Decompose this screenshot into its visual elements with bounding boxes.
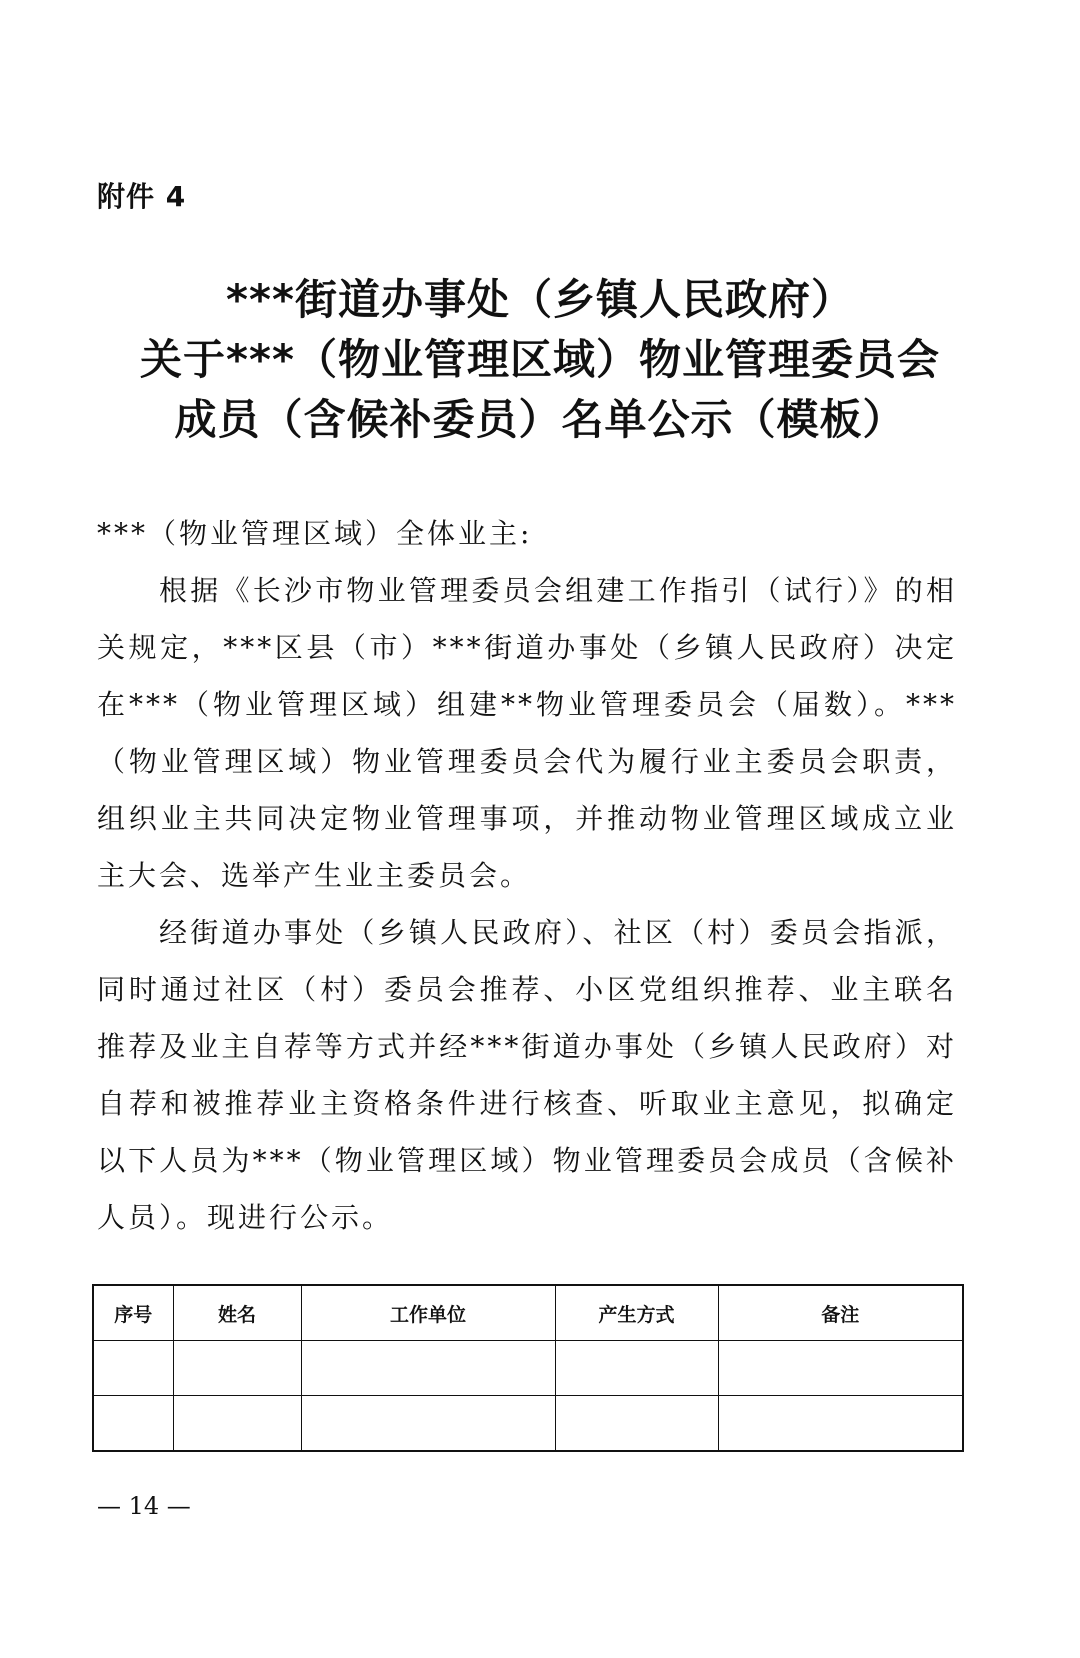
table-cell <box>173 1341 301 1396</box>
table-row <box>93 1341 963 1396</box>
table-cell <box>555 1396 718 1452</box>
header-work-unit: 工作单位 <box>301 1285 555 1341</box>
header-remarks: 备注 <box>718 1285 963 1341</box>
header-name: 姓名 <box>173 1285 301 1341</box>
table-cell <box>718 1341 963 1396</box>
member-list-table <box>92 1284 964 1452</box>
page-number: — 14 — <box>97 1492 191 1520</box>
table-cell <box>301 1341 555 1396</box>
title-line: ***街道办事处（乡镇人民政府） <box>226 275 854 324</box>
paragraph: 根据《长沙市物业管理委员会组建工作指引（试行）》的相关规定，***区县（市）***街道办事处（乡镇人民政府）决定在***（物业管理区域）组建**物业管理委员会（届数）。***（物业管理区域）物业管理委员会代为履行业主委员会职责，组织业主共同决定物业管理事项，并推动物业管理区域成立业主大会、选举产生业主委员会。 <box>97 574 957 892</box>
table-header-row <box>93 1285 963 1341</box>
document-title <box>0 270 1080 450</box>
table-cell <box>301 1396 555 1452</box>
header-selection-method: 产生方式 <box>555 1285 718 1341</box>
header-serial-number: 序号 <box>93 1285 173 1341</box>
attachment-label: 附件 4 <box>97 180 187 213</box>
table-cell <box>173 1396 301 1452</box>
table-cell <box>93 1341 173 1396</box>
table-row <box>93 1396 963 1452</box>
table-cell <box>718 1396 963 1452</box>
title-line: 关于***（物业管理区域）物业管理委员会 <box>140 335 940 384</box>
salutation: ***（物业管理区域）全体业主: <box>97 517 533 550</box>
table-cell <box>93 1396 173 1452</box>
title-line: 成员（含候补委员）名单公示（模板） <box>174 395 906 444</box>
document-body <box>97 505 957 1246</box>
table-cell <box>555 1341 718 1396</box>
member-table-wrapper <box>92 1284 962 1452</box>
paragraph: 经街道办事处（乡镇人民政府）、社区（村）委员会指派，同时通过社区（村）委员会推荐、小区党组织推荐、业主联名推荐及业主自荐等方式并经***街道办事处（乡镇人民政府）对自荐和被推荐业主资格条件进行核查、听取业主意见，拟确定以下人员为***（物业管理区域）物业管理委员会成员（含候补人员）。现进行公示。 <box>97 916 957 1234</box>
